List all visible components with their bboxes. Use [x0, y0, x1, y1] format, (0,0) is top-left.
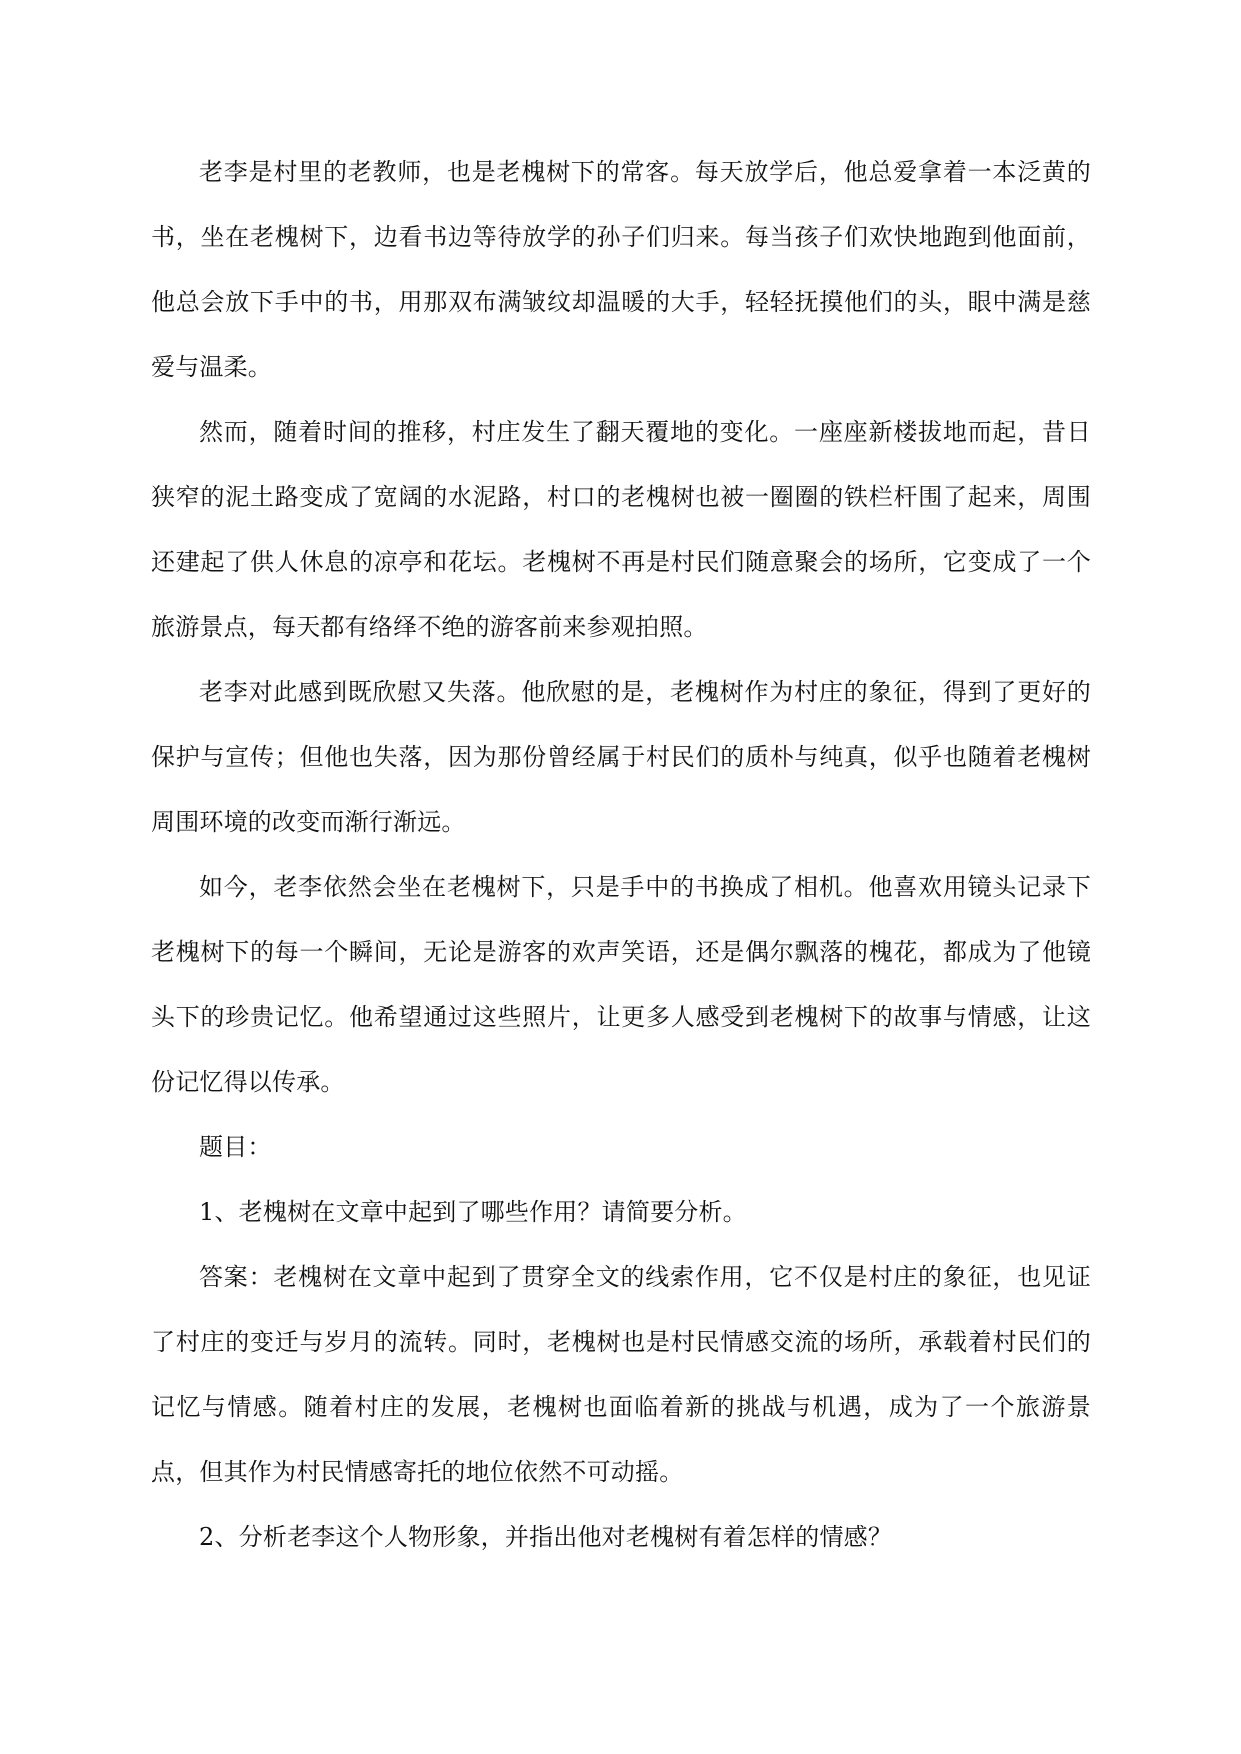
story-paragraph-4: 如今，老李依然会坐在老槐树下，只是手中的书换成了相机。他喜欢用镜头记录下老槐树下的每一个瞬间，无论是游客的欢声笑语，还是偶尔飘落的槐花，都成为了他镜头下的珍贵记忆。他希望通过这些照片，让更多人感受到老槐树下的故事与情感，让这份记忆得以传承。	[151, 873, 1091, 1096]
story-paragraph-1: 老李是村里的老教师，也是老槐树下的常客。每天放学后，他总爱拿着一本泛黄的书，坐在老槐树下，边看书边等待放学的孙子们归来。每当孩子们欢快地跑到他面前，他总会放下手中的书，用那双布满皱纹却温暖的大手，轻轻抚摸他们的头，眼中满是慈爱与温柔。	[151, 158, 1091, 381]
story-paragraph-2: 然而，随着时间的推移，村庄发生了翻天覆地的变化。一座座新楼拔地而起，昔日狭窄的泥土路变成了宽阔的水泥路，村口的老槐树也被一圈圈的铁栏杆围了起来，周围还建起了供人休息的凉亭和花坛。老槐树不再是村民们随意聚会的场所，它变成了一个旅游景点，每天都有络绎不绝的游客前来参观拍照。	[151, 418, 1091, 641]
questions-heading: 题目：	[199, 1133, 272, 1161]
answer-1: 答案：老槐树在文章中起到了贯穿全文的线索作用，它不仅是村庄的象征，也见证了村庄的变迁与岁月的流转。同时，老槐树也是村民情感交流的场所，承载着村民们的记忆与情感。随着村庄的发展，老槐树也面临着新的挑战与机遇，成为了一个旅游景点，但其作为村民情感寄托的地位依然不可动摇。	[151, 1263, 1091, 1486]
question-1: 1、老槐树在文章中起到了哪些作用？请简要分析。	[199, 1198, 747, 1226]
story-paragraph-3: 老李对此感到既欣慰又失落。他欣慰的是，老槐树作为村庄的象征，得到了更好的保护与宣传；但他也失落，因为那份曾经属于村民们的质朴与纯真，似乎也随着老槐树周围环境的改变而渐行渐远。	[151, 678, 1091, 836]
document-body	[151, 140, 1091, 1570]
question-2: 2、分析老李这个人物形象，并指出他对老槐树有着怎样的情感？	[199, 1523, 893, 1551]
